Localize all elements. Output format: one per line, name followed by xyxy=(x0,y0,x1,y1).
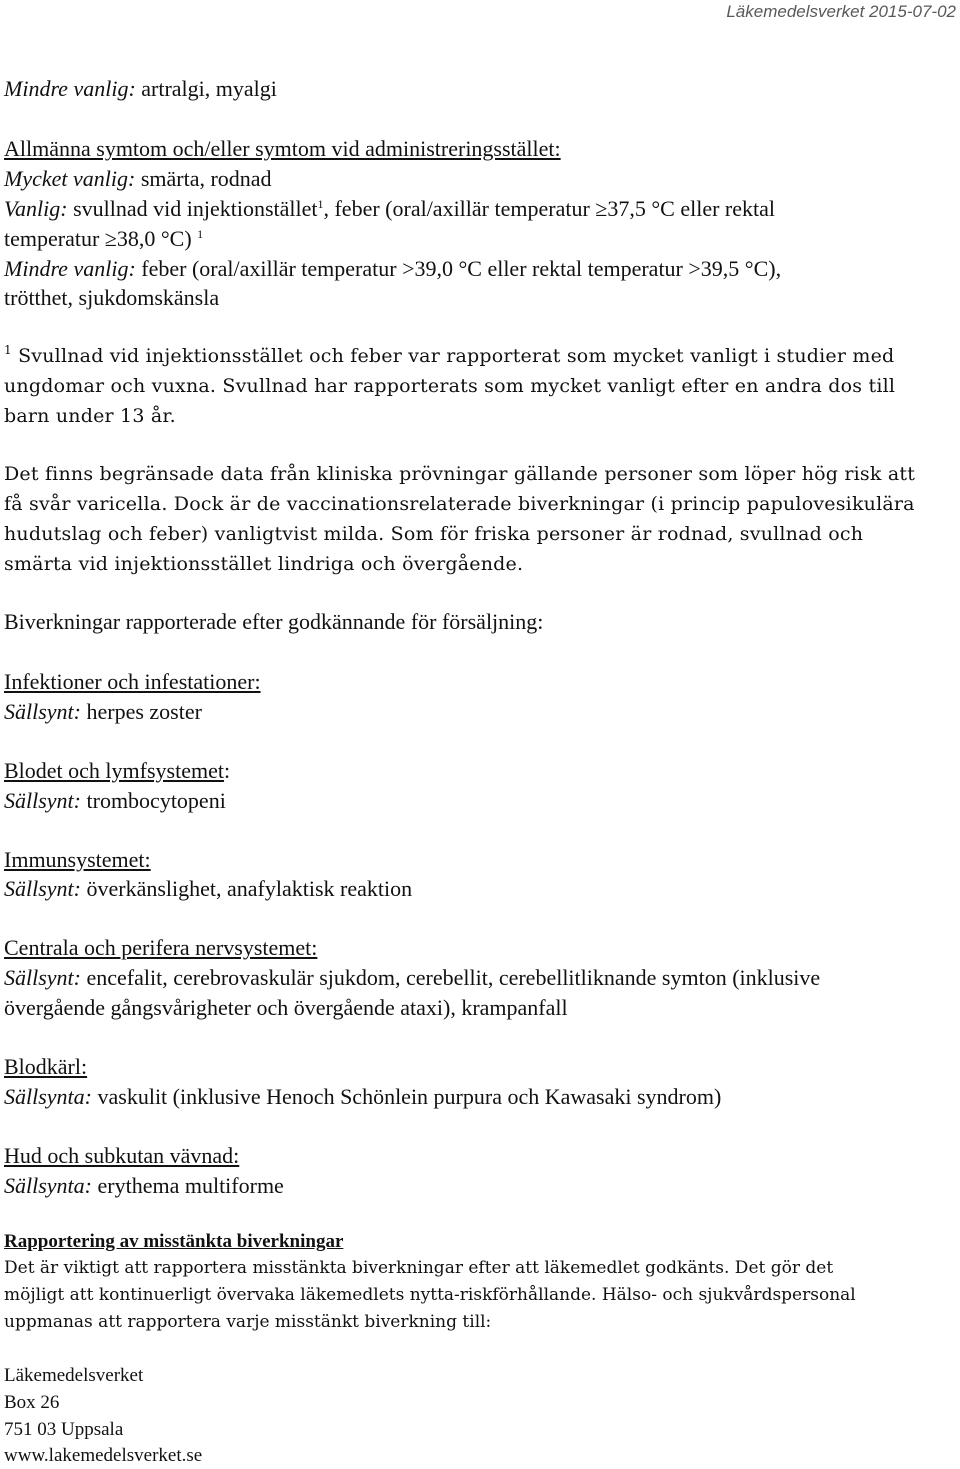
frequency-label: Sällsynt: xyxy=(4,699,81,724)
address-name: Läkemedelsverket xyxy=(4,1365,144,1386)
mycket-vanlig-line xyxy=(4,164,272,194)
footnote-ref: 1 xyxy=(197,227,204,241)
footnote-marker: 1 xyxy=(4,343,12,357)
effects-text: svullnad vid injektionstället xyxy=(67,196,318,221)
effects-text: encefalit, cerebrovaskulär sjukdom, cerebellit, cerebellitliknande symton (inklusive xyxy=(81,965,821,990)
section-heading-nerv: Centrala och perifera nervsystemet: xyxy=(4,935,318,960)
vanlig-line-cont xyxy=(4,224,203,254)
effects-text: feber (oral/axillär temperatur >39,0 °C eller rektal temperatur >39,5 °C), xyxy=(135,256,782,281)
section-heading-infektioner: Infektioner och infestationer: xyxy=(4,669,261,694)
frequency-label: Sällsynta: xyxy=(4,1084,92,1109)
section-heading-allmanna: Allmänna symtom och/eller symtom vid administreringsstället: xyxy=(4,136,561,161)
effects-text: smärta, rodnad xyxy=(135,166,272,191)
immun-line xyxy=(4,874,412,904)
reporting-line-3: uppmanas att rapportera varje misstänkt biverkning till: xyxy=(4,1312,492,1332)
blodkarl-line xyxy=(4,1082,721,1112)
mindre-vanlig-line-2-cont: trötthet, sjukdomskänsla xyxy=(4,285,220,310)
website-link[interactable]: www.lakemedelsverket.se xyxy=(4,1445,203,1466)
frequency-label: Vanlig: xyxy=(4,196,68,221)
infektioner-line xyxy=(4,697,202,727)
footnote-ref: 1 xyxy=(317,197,324,211)
frequency-label: Sällsynt: xyxy=(4,965,81,990)
frequency-label: Sällsynt: xyxy=(4,876,81,901)
effects-text: överkänslighet, anafylaktisk reaktion xyxy=(81,876,413,901)
paragraph-line-2: få svår varicella. Dock är de vaccinationsrelaterade biverkningar (i princip papulovesikulära xyxy=(4,493,915,515)
effects-text: erythema multiforme xyxy=(92,1173,284,1198)
paragraph-line-4: smärta vid injektionsstället lindriga och övergående. xyxy=(4,553,524,575)
effects-text: , feber (oral/axillär temperatur ≥37,5 °C eller rektal xyxy=(323,196,775,221)
frequency-label: Mindre vanlig: xyxy=(4,76,136,101)
section-heading-hud: Hud och subkutan vävnad: xyxy=(4,1143,240,1168)
blodet-line xyxy=(4,786,226,816)
effects-text: temperatur ≥38,0 °C) xyxy=(4,226,198,251)
frequency-label: Sällsynt: xyxy=(4,788,81,813)
frequency-label: Sällsynta: xyxy=(4,1173,92,1198)
reporting-line-2: möjligt att kontinuerligt övervaka läkemedlets nytta-riskförhållande. Hälso- och sjukvårdspersonal xyxy=(4,1285,856,1305)
footnote-line-2: ungdomar och vuxna. Svullnad har rapporterats som mycket vanligt efter en andra dos till xyxy=(4,375,896,397)
effects-text: herpes zoster xyxy=(81,699,202,724)
paragraph-line-3: hudutslag och feber) vanligtvist milda. Som för friska personer är rodnad, svullnad och xyxy=(4,523,864,545)
footnote-line-3: barn under 13 år. xyxy=(4,405,176,427)
section-heading-blodkarl: Blodkärl: xyxy=(4,1054,88,1079)
reporting-line-1: Det är viktigt att rapportera misstänkta biverkningar efter att läkemedlet godkänts. Det gör det xyxy=(4,1258,834,1278)
address-city: 751 03 Uppsala xyxy=(4,1419,124,1440)
hud-line xyxy=(4,1171,284,1201)
mindre-vanlig-line-2 xyxy=(4,254,781,284)
effects-text: artralgi, myalgi xyxy=(135,76,277,101)
mindre-vanlig-line xyxy=(4,74,277,104)
page-header: Läkemedelsverket 2015-07-02 xyxy=(726,2,956,21)
frequency-label: Mycket vanlig: xyxy=(4,166,136,191)
frequency-label: Mindre vanlig: xyxy=(4,256,136,281)
effects-text: trombocytopeni xyxy=(81,788,226,813)
post-marketing-heading: Biverkningar rapporterade efter godkännande för försäljning: xyxy=(4,609,544,634)
section-heading-immun: Immunsystemet: xyxy=(4,847,151,872)
nerv-line xyxy=(4,963,820,993)
effects-text: vaskulit (inklusive Henoch Schönlein purpura och Kawasaki syndrom) xyxy=(92,1084,722,1109)
section-heading-blodet: Blodet och lymfsystemet: xyxy=(4,758,231,783)
address-box: Box 26 xyxy=(4,1392,60,1413)
paragraph-line-1: Det finns begränsade data från kliniska prövningar gällande personer som löper hög risk att xyxy=(4,463,916,485)
nerv-line-cont: övergående gångsvårigheter och övergående ataxi), krampanfall xyxy=(4,995,568,1020)
reporting-heading: Rapportering av misstänkta biverkningar xyxy=(4,1231,344,1252)
vanlig-line xyxy=(4,194,775,224)
footnote-line-1: $^1$ Svullnad vid injektionsstället och feber var rapporterat som mycket vanligt i studier med xyxy=(4,343,895,367)
